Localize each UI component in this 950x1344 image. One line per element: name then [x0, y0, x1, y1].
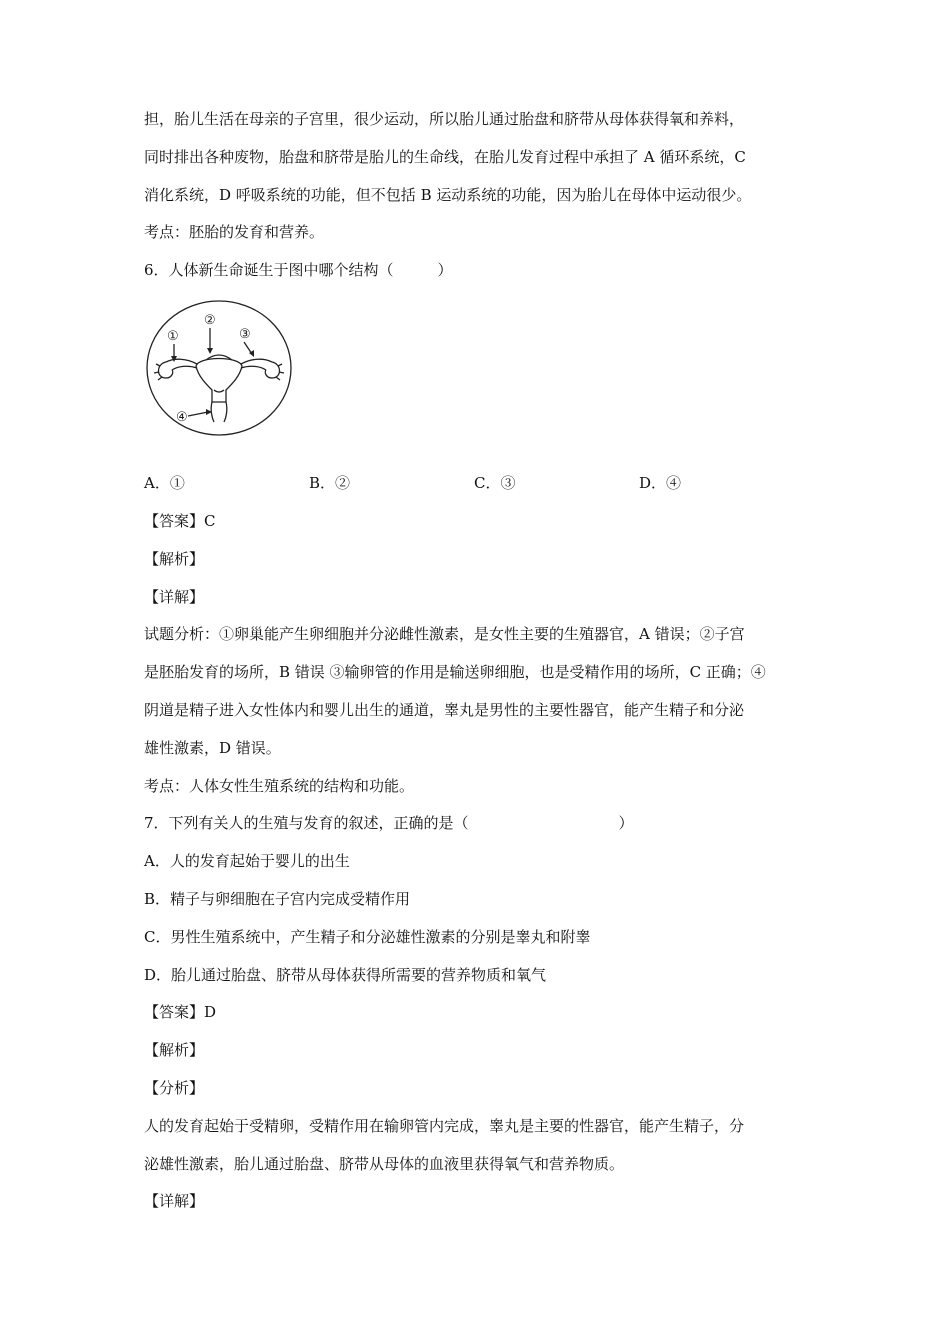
option-b[interactable]: B．精子与卵细胞在子宫内完成受精作用 — [144, 889, 411, 908]
figure-label-1: ① — [167, 329, 179, 345]
detail-line: 是胚胎发育的场所，B 错误 ③输卵管的作用是输送卵细胞，也是受精作用的场所，C 正确；④ — [144, 663, 766, 682]
left-fimbriae — [154, 364, 162, 380]
detail-heading: 【详解】 — [144, 1192, 205, 1211]
pointer-4 — [188, 412, 208, 416]
arrowhead-2 — [207, 348, 213, 354]
text-line: 同时排出各种废物，胎盘和脐带是胎儿的生命线，在胎儿发育过程中承担了 A 循环系统，C — [144, 147, 746, 166]
fenxi-line: 人的发育起始于受精卵，受精作用在输卵管内完成，睾丸是主要的性器官，能产生精子，分 — [144, 1116, 745, 1135]
answer-line: 【答案】C — [144, 511, 216, 530]
question-6-stem — [144, 261, 814, 280]
kaodian-line: 考点：人体女性生殖系统的结构和功能。 — [144, 776, 415, 795]
option-a[interactable]: A．① — [144, 474, 185, 493]
cervix-line — [214, 390, 224, 392]
reproductive-diagram-svg — [144, 298, 294, 438]
question-7-stem — [144, 814, 814, 833]
figure-label-4: ④ — [176, 410, 188, 426]
option-c[interactable]: C．男性生殖系统中，产生精子和分泌雄性激素的分别是睾丸和附睾 — [144, 927, 591, 946]
question-6-options — [144, 474, 814, 493]
right-fallopian-tube — [241, 359, 272, 364]
fenxi-heading: 【分析】 — [144, 1078, 205, 1097]
text-line: 消化系统，D 呼吸系统的功能，但不包括 B 运动系统的功能，因为胎儿在母体中运动很少。 — [144, 185, 752, 204]
left-ovary — [159, 362, 173, 378]
option-c[interactable]: C．③ — [474, 474, 516, 493]
uterus-shape — [196, 359, 242, 403]
figure-label-2: ② — [204, 313, 216, 329]
option-b[interactable]: B．② — [309, 474, 351, 493]
fenxi-line: 泌雄性激素，胎儿通过胎盘、脐带从母体的血液里获得氧气和营养物质。 — [144, 1154, 625, 1173]
figure-label-3: ③ — [239, 327, 251, 343]
detail-line: 试题分析：①卵巢能产生卵细胞并分泌雌性激素，是女性主要的生殖器官，A 错误；②子宫 — [144, 625, 745, 644]
question-6-stem-text: 6．人体新生命诞生于图中哪个结构（ — [144, 261, 394, 280]
figure-circle-outline — [147, 301, 291, 435]
detail-line: 阴道是精子进入女性体内和婴儿出生的通道，睾丸是男性的主要性器官，能产生精子和分泌 — [144, 700, 745, 719]
option-d[interactable]: D．④ — [639, 474, 682, 493]
kaodian-line: 考点：胚胎的发育和营养。 — [144, 223, 325, 242]
vagina-shape — [211, 402, 227, 422]
option-d[interactable]: D．胎儿通过胎盘、脐带从母体获得所需要的营养物质和氧气 — [144, 965, 547, 984]
option-a[interactable]: A．人的发育起始于婴儿的出生 — [144, 852, 350, 871]
question-7-stem-text: 7．下列有关人的生殖与发育的叙述，正确的是（ — [144, 814, 469, 833]
right-fimbriae — [276, 364, 284, 380]
left-fallopian-tube-lower — [172, 366, 197, 370]
right-ovary — [265, 362, 279, 378]
female-reproductive-system-figure — [144, 298, 304, 448]
answer-line: 【答案】D — [144, 1003, 217, 1022]
analysis-heading: 【解析】 — [144, 1041, 205, 1060]
right-fallopian-tube-lower — [241, 366, 266, 370]
detail-line: 雄性激素，D 错误。 — [144, 738, 281, 757]
question-7-stem-close: ） — [618, 814, 634, 833]
text-line: 担，胎儿生活在母亲的子宫里，很少运动，所以胎儿通过胎盘和脐带从母体获得氧和养料， — [144, 110, 745, 128]
question-6-stem-close: ） — [437, 261, 453, 280]
analysis-heading: 【解析】 — [144, 549, 205, 568]
detail-heading: 【详解】 — [144, 587, 205, 606]
document-content — [144, 110, 814, 1230]
left-fallopian-tube — [166, 359, 197, 364]
